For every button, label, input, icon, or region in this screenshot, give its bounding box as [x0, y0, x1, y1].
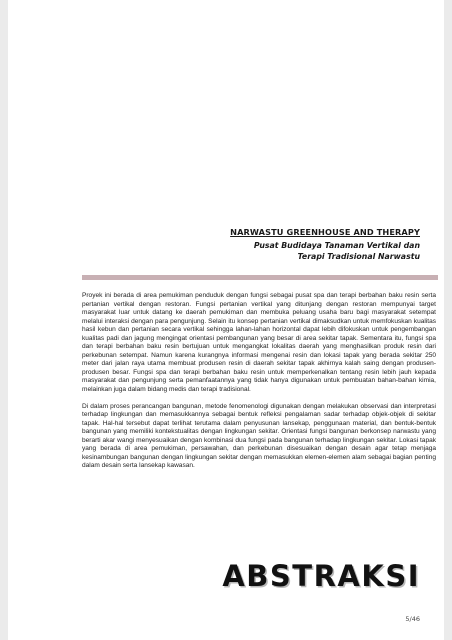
project-subtitle — [230, 240, 420, 262]
project-title: NARWASTU GREENHOUSE AND THERAPY — [230, 227, 420, 237]
subtitle-line-2: Terapi Tradisional Narwastu — [297, 252, 420, 261]
abstract-paragraph-1: Proyek ini berada di area pemukiman penduduk dengan fungsi sebagai pusat spa dan terapi berbahan baku resin serta pertanian vertikal dengan restoran. Fungsi pertanian vertikal yang ditunjang dengan restoran mempunyai target masyarakat luar untuk datang ke daerah pemukiman dan membuka peluang usaha baru bagi masyarakat setempat melalui interaksi dengan para pengunjung. Selain itu konsep pertanian vertikal dimaksudkan untuk memfokuskan kualitas hasil kebun dan pertanian secara vertikal sehingga lahan-lahan horizontal dapat lebih difokuskan untuk pengembangan kualitas padi dan jagung mengingat orientasi pembangunan yang besar di area sekitar tapak. Sementara itu, fungsi spa dan terapi berbahan baku resin bertujuan untuk mengangkat lokalitas daerah yang menghasilkan produk resin dari perkebunan setempat. Namun karena kurangnya informasi mengenai resin dan lokasi tapak yang berada sekitar 250 meter dari jalan raya utama membuat produsen resin di daerah sekitar tapak akhirnya kalah saing dengan produsen-produsen besar. Fungsi spa dan terapi berbahan baku resin untuk memperkenalkan tentang resin lebih jauh kepada masyarakat dan pengunjung serta pemanfaatannya yang tidak hanya digunakan untuk pembuatan bahan-bahan kimia, melainkan juga dalam bidang medis dan terapi tradisional. — [82, 292, 436, 394]
divider-bar — [82, 275, 438, 280]
title-block — [230, 227, 420, 262]
subtitle-line-1: Pusat Budidaya Tanaman Vertikal dan — [253, 241, 420, 250]
abstract-body — [82, 292, 436, 471]
document-page — [8, 0, 444, 640]
page-number: 5/46 — [405, 615, 420, 623]
section-heading: ABSTRAKSI — [222, 559, 420, 593]
abstract-paragraph-2: Di dalam proses perancangan bangunan, metode fenomenologi digunakan dengan melakukan observasi dan interpretasi terhadap lingkungan dan memasukkannya sebagai bentuk refleksi pengalaman sadar terhadap objek-objek di sekitar tapak. Hal-hal tersebut dapat terlihat terutama dalam penyusunan lansekap, penggunaan material, dan bentuk-bentuk bangunan yang memiliki kontekstualitas dengan lingkungan sekitar. Orientasi fungsi bangunan berkonsep narwastu yang berarti akar wangi menyesuaikan dengan kombinasi dua fungsi pada bangunan terhadap lingkungan sekitar. Lokasi tapak yang berada di area pemukiman, persawahan, dan perkebunan disesuaikan dengan desain agar tetap menjaga kesinambungan bangunan dengan lingkungan sekitar dengan memasukkan elemen-elemen alam sebagai bagian penting dalam desain serta lansekap kawasan. — [82, 402, 436, 470]
